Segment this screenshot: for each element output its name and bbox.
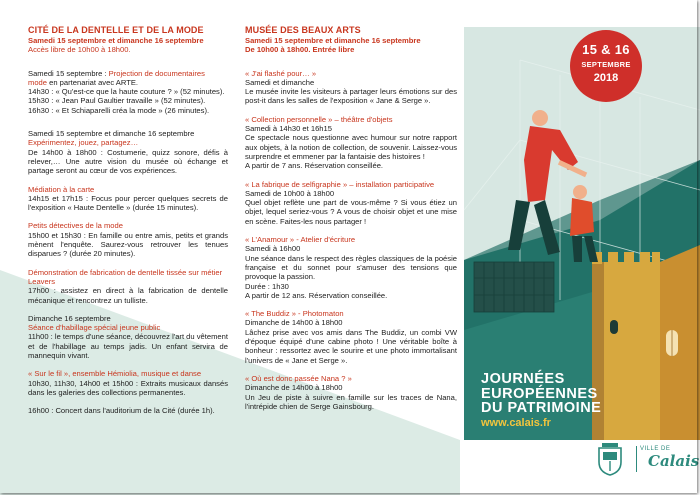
collection-section [245, 115, 457, 171]
flashe-section [245, 69, 457, 106]
selfigraphie-body: Quel objet reflète une part de vous-même ? Si vous étiez un objet, lequel seriez-vous ? A vous de choisir objet et une mise en scène. Faites-les nous partager ! [245, 198, 457, 226]
demonstration-body: 17h00 : assistez en direct à la fabrication de dentelle mécanique et rencontrez un tulliste. [28, 286, 228, 305]
collection-dates: Samedi à 14h30 et 16h15 [245, 124, 332, 134]
poster-title-line: EUROPÉENNES [481, 385, 598, 402]
buddiz-title: « The Buddiz » - Photomaton [245, 309, 344, 319]
date-year: 2018 [593, 72, 619, 84]
flashe-body: Le musée invite les visiteurs à partager leurs émotions sur des post-it dans les salles de l'exposition « Jane & Serge ». [245, 87, 457, 106]
documentaires-item: 15h30 : « Jean Paul Gaultier travaille » (52 minutes). [28, 96, 206, 106]
experimentez-title: Expérimentez, jouez, partagez… [28, 138, 139, 148]
musee-dates: Samedi 15 septembre et dimanche 16 septembre [245, 36, 421, 45]
cite-title: CITÉ DE LA DENTELLE ET DE LA MODE [28, 25, 204, 35]
habillage-title: Séance d'habillage spécial jeune public [28, 323, 161, 333]
demonstration-section [28, 268, 228, 305]
nana-body: Un Jeu de piste à suivre en famille sur les traces de Nana, l'intrépide chien de Serge Gainsbourg. [245, 392, 457, 411]
anamour-body: Une séance dans le respect des règles classiques de la poésie française et du sonnet pour s'amuser des tensions que provoque la passion. [245, 253, 457, 282]
experimentez-section [28, 129, 228, 175]
buddiz-body: Lâchez prise avec vos amis dans The Buddiz, un combi VW d'époque équipé d'une cabine photo ! Une véritable boîte à bonheur : ressortez avec le sourire et une photo immortalisant l'univers de « Jane et Serge ». [245, 327, 457, 365]
habillage-body: 11h00 : le temps d'une séance, découvrez l'art du vêtement et de l'habillage au temps jadis. Un enfant servira de mannequin vivant. [28, 332, 228, 361]
mediation-body: 14h15 et 17h15 : Focus pour percer quelques secrets de l'exposition « Haute Dentelle » (durée 15 minutes). [28, 193, 228, 213]
date-badge [570, 30, 642, 102]
documentaires-item: 16h30 : « Et Schiaparelli créa la mode » (26 minutes). [28, 105, 210, 115]
collection-body: Ce spectacle nous questionne avec humour sur notre rapport aux objets, à la notion de collection, de souvenir. Laissez-vous surprendre et emmener par la fantaisie des histoires ! [245, 133, 457, 161]
sur-le-fil-title: « Sur le fil », ensemble Hémiolia, musique et danse [28, 369, 202, 379]
anamour-duration: Durée : 1h30 [245, 281, 289, 291]
mediation-title: Médiation à la carte [28, 184, 95, 194]
detectives-title: Petits détectives de la mode [28, 221, 123, 231]
website-link[interactable]: www.calais.fr [481, 417, 551, 429]
experimentez-dates: Samedi 15 septembre et dimanche 16 septembre [28, 129, 195, 139]
nana-section [245, 374, 457, 411]
sur-le-fil-body: 10h30, 11h30, 14h00 et 15h00 : Extraits musicaux dansés dans les galeries des collections permanentes. [28, 378, 228, 397]
documentaires-section [28, 69, 228, 115]
anamour-title: « L'Anamour » - Atelier d'écriture [245, 235, 356, 245]
mediation-section [28, 185, 228, 213]
musee-title: MUSÉE DES BEAUX ARTS [245, 25, 361, 35]
cite-dates: Samedi 15 septembre et dimanche 16 septembre [28, 36, 204, 45]
documentaires-title-end: mode [28, 77, 47, 87]
flashe-title: « J'ai flashé pour… » [245, 68, 317, 78]
documentaires-partner: en partenariat avec ARTE. [47, 77, 139, 87]
poster-title [481, 372, 601, 416]
poster-title-line: JOURNÉES [481, 371, 565, 387]
poster-title-line: DU PATRIMOINE [481, 400, 602, 416]
anamour-age: A partir de 12 ans. Réservation conseillée. [245, 290, 388, 300]
detectives-body: 15h00 et 15h30 : En famille ou entre amis, petits et grands mènent l'enquête. Saurez-vous retrouver les tenues disparues ? (durée 20 minutes). [28, 230, 228, 259]
habillage-section [28, 314, 228, 360]
experimentez-body: De 14h00 à 18h00 : Costumerie, quizz sonore, défis à relever,… Une autre vision du musée où échange et partage seront au cœur de vos expériences. [28, 147, 228, 176]
anamour-section [245, 235, 457, 300]
demonstration-title: Démonstration de fabrication de dentelle tissée sur métier Leavers [28, 267, 223, 286]
city-logo-prefix: VILLE DE [640, 446, 671, 452]
concert-body: 16h00 : Concert dans l'auditorium de la Cité (durée 1h). [28, 406, 215, 416]
cite-intro-section [28, 25, 228, 55]
selfigraphie-title: « La fabrique de selfigraphie » – installation participative [245, 179, 435, 189]
cite-dentelle-column [28, 25, 228, 416]
cite-access: Accès libre de 10h00 à 18h00. [28, 45, 131, 55]
logo-divider [636, 446, 637, 472]
musee-intro-section [245, 25, 457, 55]
buddiz-dates: Dimanche de 14h00 à 18h00 [245, 318, 343, 328]
date-month: SEPTEMBRE [581, 60, 631, 69]
collection-title: « Collection personnelle » – théâtre d'objets [245, 114, 393, 124]
detectives-section [28, 221, 228, 258]
coat-of-arms-icon [596, 442, 624, 476]
documentaires-title: Projection de documentaires [108, 68, 205, 78]
sur-le-fil-section [28, 369, 228, 397]
city-logo: Calais [648, 452, 700, 470]
documentaires-item: 14h30 : « Qu'est-ce que la haute couture ? » (52 minutes). [28, 87, 225, 97]
selfigraphie-dates: Samedi de 10h00 à 18h00 [245, 188, 335, 198]
collection-age: A partir de 7 ans. Réservation conseillée. [245, 161, 384, 171]
musee-beaux-arts-column [245, 25, 457, 411]
habillage-date: Dimanche 16 septembre [28, 313, 111, 323]
nana-dates: Dimanche de 14h00 à 18h00 [245, 383, 343, 393]
documentaires-day: Samedi 15 septembre : [28, 68, 109, 78]
buddiz-section [245, 309, 457, 365]
anamour-dates: Samedi à 16h00 [245, 244, 301, 254]
date-days: 15 & 16 [582, 42, 630, 57]
concert-section [28, 406, 228, 415]
nana-title: « Où est donc passée Nana ? » [245, 373, 352, 383]
musee-access: De 10h00 à 18h00. Entrée libre [245, 45, 355, 55]
selfigraphie-section [245, 180, 457, 226]
flashe-dates: Samedi et dimanche [245, 77, 315, 87]
